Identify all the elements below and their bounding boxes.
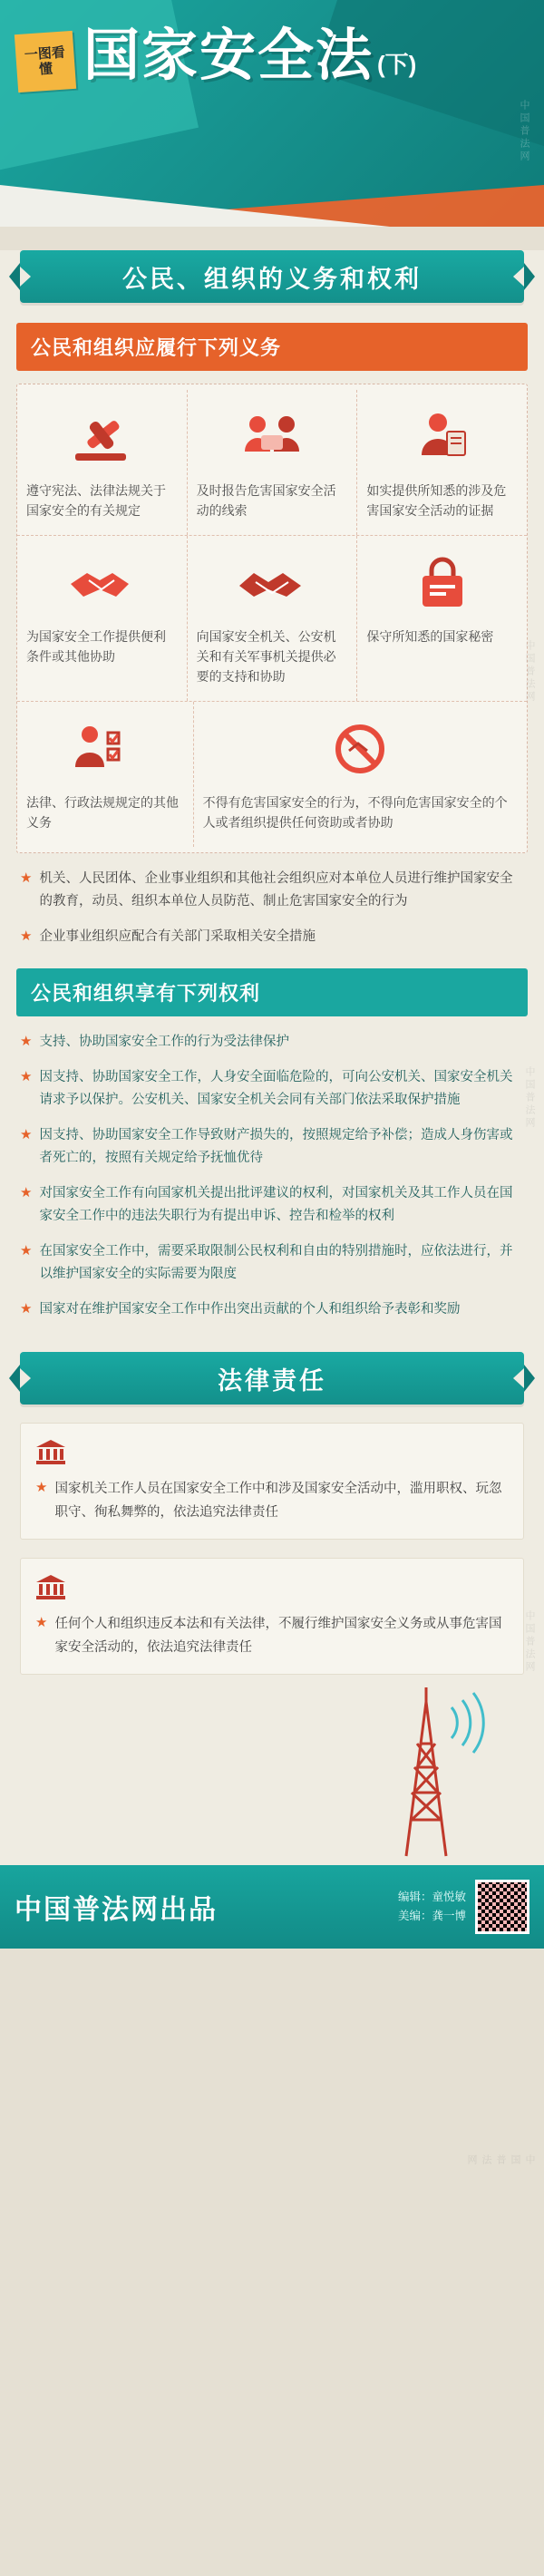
checklist-person-icon	[72, 714, 139, 785]
note-item	[20, 868, 524, 913]
duty-cell-5	[188, 536, 358, 701]
bank-pillar-icon	[35, 1438, 509, 1470]
right-text-5: 在国家安全工作中，需要采取限制公民权利和自由的特别措施时，应依法进行，并以维护国家安全的实际需要为限度	[39, 1244, 513, 1281]
duties-subheader: 公民和组织应履行下列义务	[16, 323, 528, 371]
watermark-1: 中国普法网	[524, 640, 535, 704]
right-item-2	[20, 1066, 524, 1112]
duty-cell-4	[17, 536, 188, 701]
duty-label-8: 不得有危害国家安全的行为，不得向危害国家安全的个人或者组织提供任何资助或者协助	[202, 795, 508, 830]
duty-cell-8	[194, 702, 527, 847]
note-text-2: 企业事业组织应配合有关部门采取相关安全措施	[39, 929, 316, 944]
duty-label-4: 为国家安全工作提供便利条件或其他协助	[26, 629, 166, 664]
rights-list	[20, 1031, 524, 1321]
legal-block-2	[20, 1558, 524, 1675]
duties-row-3	[17, 702, 527, 847]
tower-decoration	[0, 1684, 544, 1865]
footer-title: 中国普法网出品	[15, 1895, 218, 1925]
star-icon: ★	[35, 1480, 48, 1495]
section-title-legal-responsibility	[20, 1352, 524, 1405]
secret-lock-icon	[413, 549, 471, 619]
footer-credits	[398, 1888, 475, 1926]
right-text-6: 国家对在维护国家安全工作中作出突出贡献的个人和组织给予表彰和奖励	[39, 1302, 461, 1317]
ribbon-notch-right	[513, 1368, 524, 1388]
legal-text-wrap-2	[35, 1612, 509, 1659]
right-text-4: 对国家安全工作有向国家机关提出批评建议的权利，对国家机关及其工作人员在国家安全工作中的违法失职行为有提出申诉、控告和检举的权利	[39, 1186, 513, 1223]
duties-grid	[16, 384, 528, 853]
star-icon: ★	[35, 1615, 48, 1630]
watermark-4: 中国普法网	[466, 2154, 535, 2167]
star-icon: ★	[20, 928, 33, 944]
duties-row-1	[17, 390, 527, 536]
qr-code-icon[interactable]	[475, 1880, 529, 1934]
footer-designer: 美编：龚一博	[397, 1910, 466, 1922]
star-icon: ★	[20, 1185, 33, 1201]
header-badge: 一图看懂	[15, 31, 76, 92]
duties-notes	[20, 868, 524, 948]
rights-subheader: 公民和组织享有下列权利	[16, 968, 528, 1016]
page-title: 国家安全法	[83, 24, 374, 87]
star-icon: ★	[20, 870, 33, 886]
ribbon-notch-left	[20, 267, 31, 287]
star-icon: ★	[20, 1034, 33, 1049]
right-item-6	[20, 1298, 524, 1321]
legal-text-wrap-1	[35, 1477, 509, 1524]
duty-label-3: 如实提供所知悉的涉及危害国家安全活动的证据	[366, 483, 507, 518]
watermark-2: 中国普法网	[524, 1066, 535, 1130]
ribbon-notch-left	[20, 1368, 31, 1388]
duty-label-1: 遵守宪法、法律法规关于国家安全的有关规定	[26, 483, 166, 518]
right-item-1	[20, 1031, 524, 1054]
duty-cell-1	[17, 390, 188, 535]
note-item	[20, 926, 524, 948]
duty-cell-7	[17, 702, 194, 847]
legal-block-1	[20, 1423, 524, 1540]
duty-cell-3	[357, 390, 527, 535]
header-watermark: 中国普法网	[519, 100, 529, 163]
duties-row-2	[17, 536, 527, 702]
legal-text-2: 任何个人和组织违反本法和有关法律，不履行维护国家安全义务或从事危害国家安全活动的，依法追究法律责任	[54, 1617, 502, 1655]
header-title-wrap	[83, 24, 416, 89]
section-title-text: 公民、组织的义务和权利	[122, 265, 422, 293]
duty-label-6: 保守所知悉的国家秘密	[366, 629, 494, 644]
handshake-icon	[65, 549, 138, 619]
star-icon: ★	[20, 1069, 33, 1084]
page-header	[0, 0, 544, 227]
star-icon: ★	[20, 1301, 33, 1317]
duty-label-2: 及时报告危害国家安全活动的线索	[196, 483, 336, 518]
bank-pillar-icon	[35, 1573, 509, 1605]
right-text-1: 支持、协助国家安全工作的行为受法律保护	[39, 1035, 289, 1049]
duty-label-7: 法律、行政法规规定的其他义务	[26, 795, 179, 830]
page-footer	[0, 1865, 544, 1949]
note-text-1: 机关、人民团体、企业事业组织和其他社会组织应对本单位人员进行维护国家安全的教育，动员、组织本单位人员防范、制止危害国家安全的行为	[39, 871, 513, 909]
footer-editor: 编辑：童悦敏	[397, 1891, 466, 1903]
section-title-rights-duties	[20, 250, 524, 303]
duty-label-5: 向国家安全机关、公安机关和有关军事机关提供必要的支持和协助	[196, 629, 336, 684]
evidence-person-icon	[411, 403, 474, 473]
watermark-3: 中国普法网	[524, 1610, 535, 1674]
right-item-4	[20, 1182, 524, 1228]
header-white-band	[0, 185, 390, 227]
gavel-icon	[68, 403, 135, 473]
duty-cell-2	[188, 390, 358, 535]
legal-text-1: 国家机关工作人员在国家安全工作中和涉及国家安全活动中，滥用职权、玩忽职守、徇私舞弊的，依法追究法律责任	[54, 1482, 502, 1520]
page-subtitle: (下)	[377, 51, 417, 78]
report-person-icon	[238, 403, 306, 473]
right-text-3: 因支持、协助国家安全工作导致财产损失的，按照规定给予补偿；造成人身伤害或者死亡的，按照有关规定给予抚恤优待	[39, 1128, 513, 1165]
ribbon-notch-right	[513, 267, 524, 287]
duty-cell-6	[357, 536, 527, 701]
star-icon: ★	[20, 1243, 33, 1259]
prohibited-icon	[324, 714, 396, 785]
right-text-2: 因支持、协助国家安全工作，人身安全面临危险的，可向公安机关、国家安全机关请求予以保护。公安机关、国家安全机关会同有关部门依法采取保护措施	[39, 1070, 513, 1107]
handshake-two-icon	[236, 549, 308, 619]
star-icon: ★	[20, 1127, 33, 1142]
section-title-text-2: 法律责任	[218, 1366, 326, 1395]
right-item-3	[20, 1124, 524, 1170]
right-item-5	[20, 1240, 524, 1286]
